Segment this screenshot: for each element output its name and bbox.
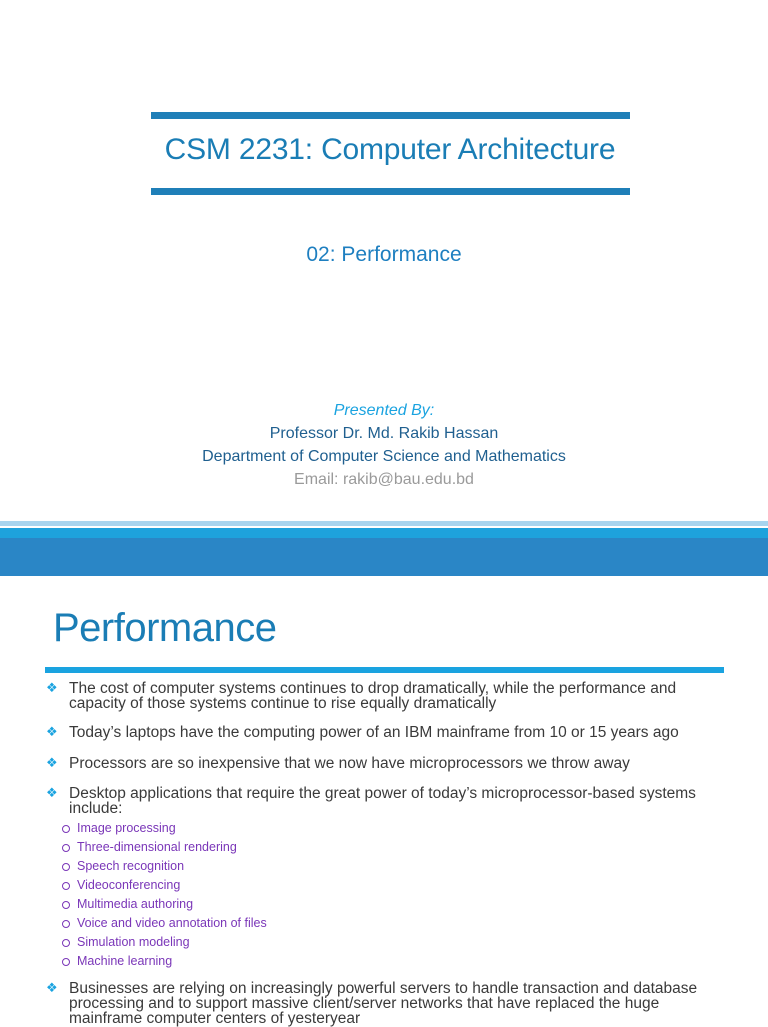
bullet-text: Processors are so inexpensive that we now have microprocessors we throw away: [69, 755, 630, 772]
lecture-title: 02: Performance: [306, 243, 462, 266]
bullet-text: The cost of computer systems continues to drop dramatically, while the performance and capacity of those systems continue to rise equally dramatically: [69, 680, 677, 712]
circle-bullet-icon: [62, 844, 70, 852]
circle-bullet-icon: [62, 958, 70, 966]
sub-bullet-text: Voice and video annotation of files: [77, 916, 267, 930]
sub-list-item: [45, 914, 735, 933]
circle-bullet-icon: [62, 920, 70, 928]
diamond-bullet-icon: ❖: [46, 785, 58, 800]
bullet-text: Businesses are relying on increasingly powerful servers to handle transaction and database processing and to support massive client/server networks that have replaced the huge mainframe computer centers of yesteryear: [69, 980, 698, 1027]
sub-list-item: [45, 838, 735, 857]
circle-bullet-icon: [62, 939, 70, 947]
bullet-text: Desktop applications that require the great power of today’s microprocessor-based systems include:: [69, 785, 696, 817]
footer-band-dark: [0, 538, 768, 576]
sub-bullet-text: Machine learning: [77, 954, 173, 968]
footer-band-mid: [0, 528, 768, 538]
sub-bullet-text: Three-dimensional rendering: [77, 840, 237, 854]
bullet-list: [45, 681, 735, 1026]
title-bottom-rule: [151, 188, 630, 195]
presenter-email: Email: rakib@bau.edu.bd: [294, 471, 474, 488]
presenter-name: Professor Dr. Md. Rakib Hassan: [269, 425, 499, 442]
slide-title-rule: [45, 667, 724, 673]
circle-bullet-icon: [62, 863, 70, 871]
diamond-bullet-icon: ❖: [46, 724, 58, 739]
sub-list-item: [45, 895, 735, 914]
bullet-text: Today’s laptops have the computing power of an IBM mainframe from 10 or 15 years ago: [69, 724, 679, 741]
content-slide: [0, 576, 768, 1027]
list-item: [45, 786, 735, 816]
sub-bullet-text: Multimedia authoring: [77, 897, 194, 911]
sub-bullet-text: Speech recognition: [77, 859, 185, 873]
list-item: [45, 981, 735, 1026]
slide-title: Performance: [53, 606, 277, 650]
diamond-bullet-icon: ❖: [46, 680, 58, 695]
circle-bullet-icon: [62, 882, 70, 890]
title-top-rule: [151, 112, 630, 119]
sub-list-item: [45, 876, 735, 895]
diamond-bullet-icon: ❖: [46, 980, 58, 995]
department-name: Department of Computer Science and Mathematics: [202, 448, 566, 465]
presented-by-label: Presented By:: [333, 402, 435, 419]
circle-bullet-icon: [62, 825, 70, 833]
sub-bullet-text: Videoconferencing: [77, 878, 181, 892]
sub-list-item: [45, 857, 735, 876]
sub-bullet-text: Simulation modeling: [77, 935, 190, 949]
diamond-bullet-icon: ❖: [46, 755, 58, 770]
list-item: [45, 725, 735, 740]
course-title: CSM 2231: Computer Architecture: [164, 133, 616, 166]
presenter-block: [0, 399, 768, 491]
sub-list-item: [45, 819, 735, 838]
sub-list-item: [45, 933, 735, 952]
sub-bullet-text: Image processing: [77, 821, 176, 835]
sub-list-item: [45, 952, 735, 971]
list-item: [45, 756, 735, 771]
circle-bullet-icon: [62, 901, 70, 909]
sub-bullet-list: [45, 819, 735, 971]
list-item: [45, 681, 735, 711]
